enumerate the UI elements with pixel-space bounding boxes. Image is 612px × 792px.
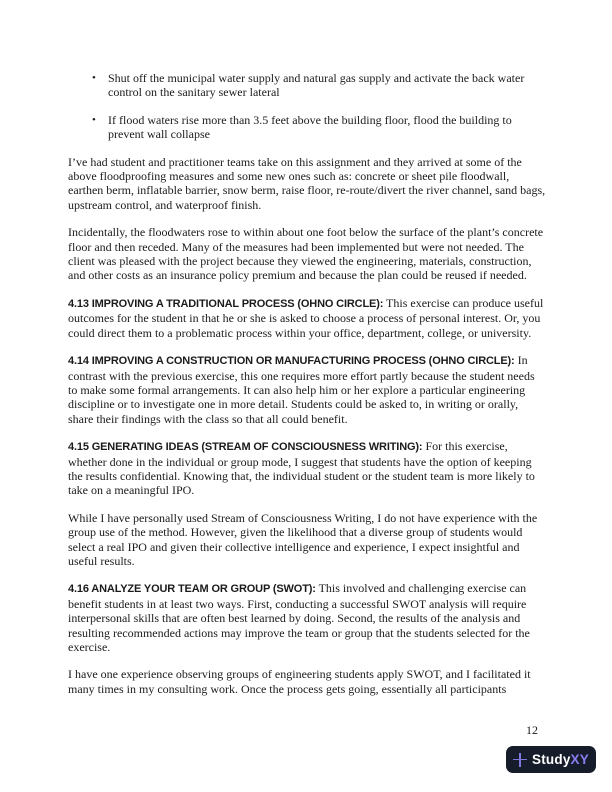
paragraph-text: I’ve had student and practitioner teams take on this assignment and they arrived at some of the above floodproofing measures and some new ones such as: concrete or sheet pile floodwall, earthen berm, inflatable barrier, snow berm, raise floor, re-route/divert the river channel, sand bags, upstream control, and waterproof finish. xyxy=(68,154,546,212)
paragraph-text: This exercise can produce useful outcomes for the student in that he or she is asked to choose a process of personal interest. Or, you could direct them to a problematic process within your office, department, college, or university. xyxy=(68,295,544,340)
paragraph-text: This involved and challenging exercise can benefit students in at least two ways. First, conducting a successful SWOT analysis will require interpersonal skills that are often best learned by doing. Second, the results of the analysis and resulting recommended actions may improve the team or group that the students selected for the exercise. xyxy=(68,581,530,654)
section-paragraph xyxy=(68,439,546,498)
paragraph-text: I have one experience observing groups of engineering students apply SWOT, and I facilitated it many times in my consulting work. Once the process gets going, essentially all participants xyxy=(68,667,531,696)
logo-text-suffix: XY xyxy=(570,752,589,767)
paragraph-text: In contrast with the previous exercise, this one requires more effort partly because the student needs to make some formal arrangements. It can also help him or her explore a particular engineering discipline or to investigate one in more detail. Students could be asked to, in writing or orally, share their findings with the class so that all could benefit. xyxy=(68,353,535,426)
studyxy-logo-text xyxy=(532,752,589,767)
bullet-text: Shut off the municipal water supply and natural gas supply and activate the back water control on the sanitary sewer lateral xyxy=(108,71,525,100)
paragraph-text: For this exercise, whether done in the individual or group mode, I suggest that students have the option of keeping the results confidential. Knowing that, the individual student or the student team is more likely to take on a meaningful IPO. xyxy=(68,439,535,498)
logo-text-prefix: Study xyxy=(532,752,571,767)
section-paragraph xyxy=(68,581,546,654)
section-paragraph xyxy=(68,296,546,340)
section-heading: 4.15 GENERATING IDEAS (STREAM OF CONSCIOUSNESS WRITING): xyxy=(68,441,423,454)
bullet-item xyxy=(92,71,546,100)
section-paragraph xyxy=(68,353,546,426)
paragraph-text: Incidentally, the floodwaters rose to within about one foot below the surface of the plant’s concrete floor and then receded. Many of the measures had been implemented but were not needed. The client was pleased with the project because they viewed the engineering, materials, construction, and other costs as an insurance policy premium and because the plan could be reused if needed. xyxy=(68,225,544,283)
plus-icon xyxy=(513,753,527,767)
bullet-marker-icon: • xyxy=(92,72,96,84)
section-heading: 4.14 IMPROVING A CONSTRUCTION OR MANUFACTURING PROCESS (OHNO CIRCLE): xyxy=(68,355,515,368)
bullet-text: If flood waters rise more than 3.5 feet above the building floor, flood the building to prevent wall collapse xyxy=(108,112,512,142)
body-paragraph xyxy=(68,667,546,696)
body-paragraph xyxy=(68,225,546,283)
bullet-item xyxy=(92,113,546,142)
section-heading: 4.13 IMPROVING A TRADITIONAL PROCESS (OHNO CIRCLE): xyxy=(68,297,384,310)
body-paragraph xyxy=(68,155,546,213)
studyxy-logo-badge xyxy=(506,746,596,773)
section-heading: 4.16 ANALYZE YOUR TEAM OR GROUP (SWOT): xyxy=(68,583,316,596)
body-paragraph xyxy=(68,511,546,569)
page-number: 12 xyxy=(526,723,538,737)
document-body xyxy=(68,71,546,696)
bullet-marker-icon: • xyxy=(92,113,96,126)
paragraph-text: While I have personally used Stream of Consciousness Writing, I do not have experience with the group use of the method. However, given the likelihood that a diverse group of students would select a real IPO and given their collective intelligence and experience, I expect insightful and useful results. xyxy=(68,510,538,568)
